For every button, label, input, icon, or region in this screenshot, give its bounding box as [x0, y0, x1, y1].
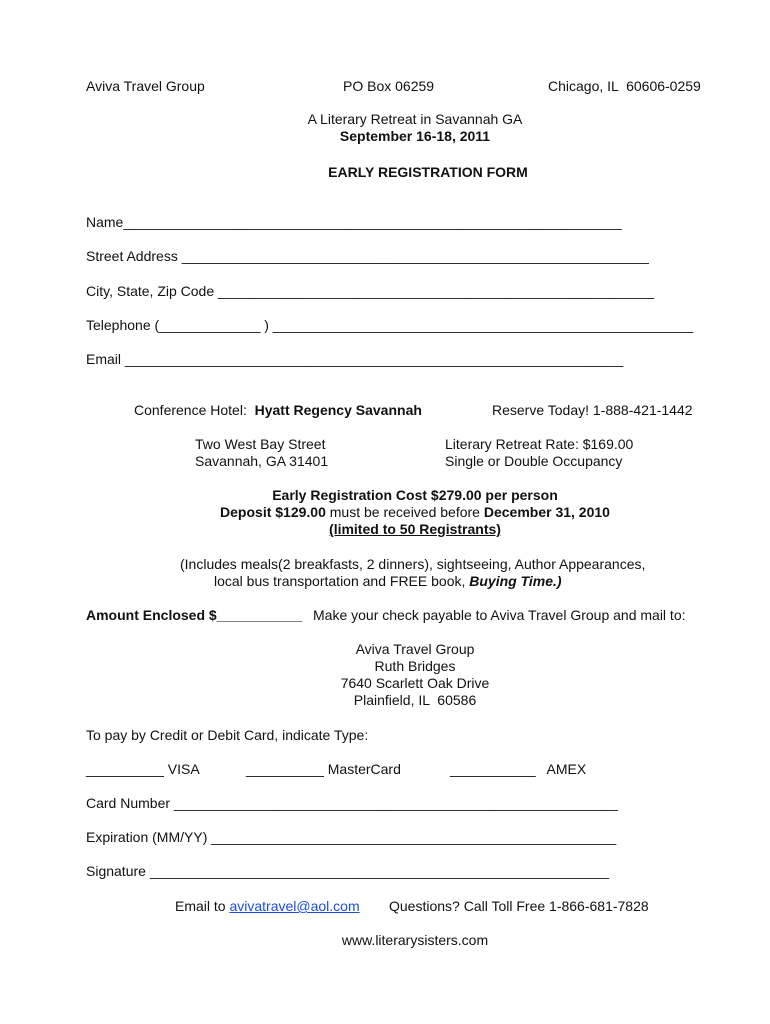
- header-po-box: PO Box 06259: [343, 78, 435, 94]
- website: www.literarysisters.com: [341, 932, 489, 948]
- visa-option[interactable]: __________ VISA: [86, 761, 200, 777]
- reserve-phone: Reserve Today! 1-888-421-1442: [492, 402, 693, 418]
- form-title: EARLY REGISTRATION FORM: [328, 164, 528, 180]
- header-company: Aviva Travel Group: [86, 78, 205, 94]
- includes-prefix: local bus transportation and FREE book,: [214, 573, 470, 589]
- mail-to-line-4: Plainfield, IL 60586: [353, 692, 477, 708]
- hotel-name: Hyatt Regency Savannah: [254, 402, 422, 418]
- hotel-label: Conference Hotel:: [134, 402, 247, 418]
- mastercard-option[interactable]: __________ MasterCard: [246, 761, 401, 777]
- questions-phone: Questions? Call Toll Free 1-866-681-7828: [389, 898, 649, 914]
- email-link[interactable]: avivatravel@aol.com: [229, 898, 360, 914]
- email-prefix: Email to: [175, 898, 230, 914]
- expiration-field[interactable]: Expiration (MM/YY) ____________________________________________________: [86, 829, 617, 845]
- retreat-rate: Literary Retreat Rate: $169.00: [445, 436, 634, 452]
- event-dates: September 16-18, 2011: [339, 128, 491, 144]
- email-to-line: [175, 898, 360, 915]
- telephone-field[interactable]: Telephone (_____________ ) ______________________________________________________: [86, 317, 694, 333]
- card-prompt: To pay by Credit or Debit Card, indicate Type:: [86, 727, 369, 743]
- payment-instruction: Make your check payable to Aviva Travel Group and mail to:: [313, 607, 686, 623]
- name-field[interactable]: Name________________________________________________________________: [86, 214, 622, 230]
- signature-field[interactable]: Signature ___________________________________________________________: [86, 863, 610, 879]
- card-number-field[interactable]: Card Number _________________________________________________________: [86, 795, 618, 811]
- amount-enclosed-field[interactable]: Amount Enclosed $___________: [86, 607, 303, 623]
- mail-to-line-3: 7640 Scarlett Oak Drive: [340, 675, 490, 691]
- deposit-date: December 31, 2010: [483, 504, 610, 520]
- deposit-amount: Deposit $129.00: [220, 504, 326, 520]
- occupancy: Single or Double Occupancy: [445, 453, 623, 469]
- deposit-line: [0, 504, 770, 521]
- hotel-address-1: Two West Bay Street: [195, 436, 326, 452]
- cost-line: Early Registration Cost $279.00 per person: [272, 487, 558, 503]
- mail-to-line-1: Aviva Travel Group: [355, 641, 475, 657]
- street-address-field[interactable]: Street Address ____________________________________________________________: [86, 248, 649, 264]
- email-field[interactable]: Email ________________________________________________________________: [86, 351, 624, 367]
- book-title: Buying Time.): [469, 573, 562, 589]
- city-state-zip-field[interactable]: City, State, Zip Code ________________________________________________________: [86, 283, 655, 299]
- registrant-limit: (limited to 50 Registrants): [329, 521, 501, 537]
- deposit-mid: must be received before: [325, 504, 484, 520]
- header-city: Chicago, IL 60606-0259: [548, 78, 701, 94]
- event-title: A Literary Retreat in Savannah GA: [307, 111, 523, 127]
- includes-line-1: (Includes meals(2 breakfasts, 2 dinners), sightseeing, Author Appearances,: [180, 556, 646, 572]
- mail-to-line-2: Ruth Bridges: [374, 658, 456, 674]
- hotel-address-2: Savannah, GA 31401: [195, 453, 329, 469]
- includes-line-2: [214, 573, 562, 590]
- hotel-line: [134, 402, 422, 419]
- amex-option[interactable]: ___________ AMEX: [450, 761, 587, 777]
